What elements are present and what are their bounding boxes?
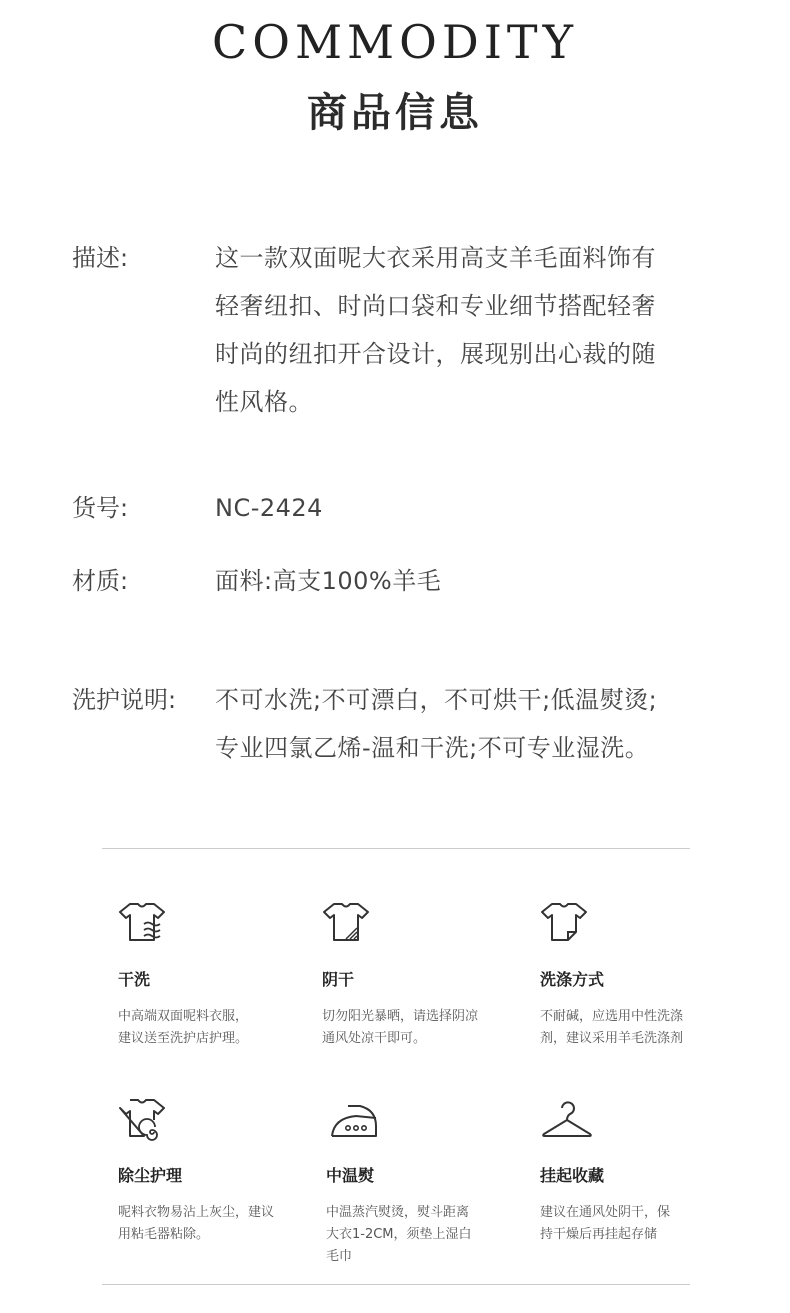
care-desc-line: 持干燥后再挂起存储 [540, 1227, 658, 1242]
care-item-medium-iron [326, 1096, 526, 1268]
tshirt-wash-icon [118, 900, 174, 948]
description-line: 时尚的纽扣开合设计，展现别出心裁的随 [215, 340, 656, 368]
care-desc [540, 1202, 740, 1246]
care-desc-line: 呢料衣物易沾上灰尘，建议 [118, 1205, 275, 1220]
material-label: 材质: [72, 567, 129, 595]
tshirt-fold-icon [540, 900, 596, 948]
care-desc-line: 毛巾 [326, 1249, 353, 1264]
description-line: 这一款双面呢大衣采用高支羊毛面料饰有 [215, 244, 656, 272]
material-value: 面料:高支100%羊毛 [215, 567, 442, 595]
care-desc-line: 剂，建议采用羊毛洗涤剂 [540, 1031, 684, 1046]
care-desc-line: 通风处凉干即可。 [322, 1031, 427, 1046]
care-title: 干洗 [118, 970, 151, 989]
care-desc-line: 用粘毛器粘除。 [118, 1227, 210, 1242]
description-text [215, 234, 715, 426]
description-label: 描述: [72, 244, 129, 272]
tshirt-shade-icon [322, 900, 378, 948]
hanger-icon [540, 1096, 596, 1144]
care-instructions-label: 洗护说明: [72, 686, 177, 714]
care-desc-line: 大衣1-2CM，须垫上湿白 [326, 1227, 472, 1242]
care-desc-line: 建议送至洗护店护理。 [118, 1031, 249, 1046]
top-divider [102, 848, 690, 849]
care-instructions-text [215, 676, 715, 772]
iron-icon [326, 1096, 382, 1144]
care-desc [118, 1202, 318, 1246]
tshirt-swirl-icon [118, 1096, 174, 1144]
item-number-value: NC-2424 [215, 494, 323, 522]
care-line: 专业四氯乙烯-温和干洗;不可专业湿洗。 [215, 734, 650, 762]
care-title: 挂起收藏 [540, 1166, 605, 1185]
care-title: 阴干 [322, 970, 355, 989]
description-row [72, 234, 732, 426]
bottom-divider [102, 1284, 690, 1285]
care-desc-line: 中温蒸汽熨烫，熨斗距离 [326, 1205, 470, 1220]
material-row [72, 557, 732, 605]
care-item-dry-clean [118, 900, 318, 1050]
care-desc-line: 切勿阳光暴晒，请选择阴凉 [322, 1009, 479, 1024]
care-item-hang-storage [540, 1096, 740, 1246]
care-desc-line: 中高端双面呢料衣服， [118, 1009, 249, 1024]
description-line: 性风格。 [215, 388, 313, 416]
care-title: 除尘护理 [118, 1166, 183, 1185]
care-item-wash-method [540, 900, 740, 1050]
care-item-dust-care [118, 1096, 318, 1246]
care-desc [540, 1006, 740, 1050]
care-title: 中温熨 [326, 1166, 375, 1185]
care-desc-line: 不耐碱，应选用中性洗涤 [540, 1009, 684, 1024]
care-line: 不可水洗;不可漂白，不可烘干;低温熨烫; [215, 686, 658, 714]
title-english: COMMODITY [212, 15, 578, 69]
care-item-shade-dry [322, 900, 522, 1050]
description-line: 轻奢纽扣、时尚口袋和专业细节搭配轻奢 [215, 292, 656, 320]
item-number-row [72, 484, 732, 532]
care-desc-line: 建议在通风处阴干，保 [540, 1205, 671, 1220]
care-desc [118, 1006, 318, 1050]
item-number-label: 货号: [72, 494, 129, 522]
care-desc [326, 1202, 526, 1268]
title-chinese: 商品信息 [307, 90, 483, 136]
page-header [0, 14, 790, 138]
care-desc [322, 1006, 522, 1050]
care-instructions-row [72, 676, 732, 772]
care-title: 洗涤方式 [540, 970, 605, 989]
